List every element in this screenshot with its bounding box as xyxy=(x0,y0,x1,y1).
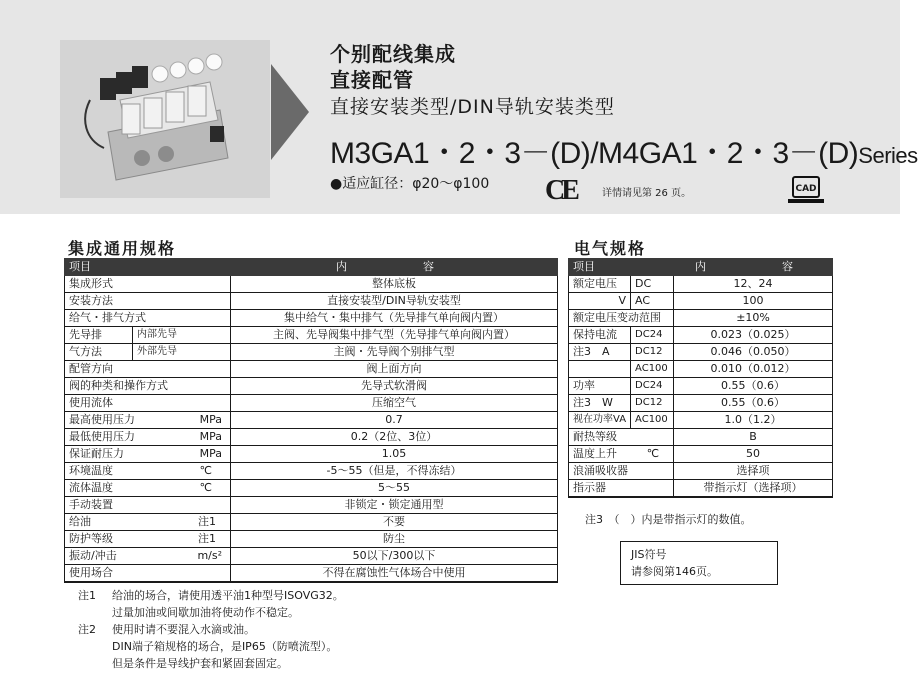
series-models: M3GA1・2・3－(D)/M4GA1・2・3－(D) xyxy=(330,137,859,170)
note-2-cont: 但是条件是导线护套和紧固套固定。 xyxy=(112,657,288,670)
row-value: 选择项 xyxy=(674,463,833,480)
row-item-label: 温度上升 xyxy=(573,447,617,460)
table-row xyxy=(569,276,833,293)
table-row xyxy=(65,480,558,497)
row-item: 使用流体 xyxy=(65,395,231,412)
row-item xyxy=(569,361,631,378)
row-value: 50 xyxy=(674,446,833,463)
row-item: 配管方向 xyxy=(65,361,231,378)
jis-title: JIS符号 xyxy=(631,548,667,561)
row-sub: DC24 xyxy=(631,327,674,344)
row-unit: MPa xyxy=(199,430,222,443)
row-item: 阀的种类和操作方式 xyxy=(65,378,231,395)
table-row xyxy=(569,463,833,480)
arrow-pointer xyxy=(271,64,309,160)
row-item xyxy=(65,446,231,463)
row-unit: ℃ xyxy=(199,464,212,477)
row-value: 带指示灯（选择项） xyxy=(674,480,833,498)
row-sub: AC100 xyxy=(631,412,674,429)
cad-icon-base xyxy=(788,199,824,203)
note-2 xyxy=(78,621,344,638)
row-item: 额定电压 xyxy=(569,276,631,293)
row-sub: DC12 xyxy=(631,344,674,361)
row-value: 直接安装型/DIN导轨安装型 xyxy=(231,293,558,310)
row-value: 阀上面方向 xyxy=(231,361,558,378)
table-row xyxy=(569,412,833,429)
table-row xyxy=(65,344,558,361)
note-2-cont: DIN端子箱规格的场合，是IP65（防喷流型）。 xyxy=(112,640,338,653)
row-unit: m/s² xyxy=(197,549,222,562)
jis-symbol-box xyxy=(620,541,778,585)
row-value: 0.023（0.025） xyxy=(674,327,833,344)
row-item: 注3 A xyxy=(569,344,631,361)
note-2-text: 使用时请不要混入水滴或油。 xyxy=(112,623,255,636)
row-item: 安装方法 xyxy=(65,293,231,310)
table-row xyxy=(65,531,558,548)
row-note-ref: 注1 xyxy=(198,532,216,545)
row-item-label: 环境温度 xyxy=(69,464,113,477)
bore-size: ●适应缸径：φ20～φ100 xyxy=(330,176,490,192)
row-value: 0.2（2位、3位） xyxy=(231,429,558,446)
row-value: 100 xyxy=(674,293,833,310)
row-item: 视在功率VA xyxy=(569,412,631,429)
row-unit: MPa xyxy=(199,447,222,460)
row-value: 整体底板 xyxy=(231,276,558,293)
row-item: 保持电流 xyxy=(569,327,631,344)
row-sub: 内部先导 xyxy=(133,327,231,344)
row-item-label: 保证耐压力 xyxy=(69,447,124,460)
general-spec-title: 集成通用规格 xyxy=(68,239,177,258)
row-item: 气方法 xyxy=(65,344,133,361)
note-1 xyxy=(78,587,344,604)
series-suffix: Series xyxy=(858,143,918,168)
title-line-1: 个别配线集成 xyxy=(330,42,456,66)
table-row xyxy=(569,327,833,344)
row-value: 不要 xyxy=(231,514,558,531)
header-content: 内 容 xyxy=(231,259,558,276)
row-value: 0.046（0.050） xyxy=(674,344,833,361)
table-row xyxy=(65,514,558,531)
row-item xyxy=(65,531,231,548)
row-value: 5～55 xyxy=(231,480,558,497)
row-item-label: 防护等级 xyxy=(69,532,113,545)
row-sub: DC24 xyxy=(631,378,674,395)
valve-manifold-image xyxy=(60,40,270,198)
footnotes xyxy=(78,587,344,672)
ce-mark-icon: CE xyxy=(545,175,576,206)
row-value: 非锁定・锁定通用型 xyxy=(231,497,558,514)
note-2-label: 注2 xyxy=(78,623,96,636)
row-item: 功率 xyxy=(569,378,631,395)
table-row xyxy=(65,327,558,344)
row-value: 先导式软滑阀 xyxy=(231,378,558,395)
table-row xyxy=(569,395,833,412)
row-value: 50以下/300以下 xyxy=(231,548,558,565)
header-item: 项目 xyxy=(569,259,674,276)
series-name xyxy=(330,128,918,172)
row-value: ±10% xyxy=(674,310,833,327)
row-sub: 外部先导 xyxy=(133,344,231,361)
electric-spec-title: 电气规格 xyxy=(574,239,647,258)
row-unit: ℃ xyxy=(646,447,660,460)
row-item xyxy=(65,412,231,429)
row-item xyxy=(65,548,231,565)
table-header-row xyxy=(65,259,558,276)
row-item-label: 最高使用压力 xyxy=(69,413,135,426)
row-value: 不得在腐蚀性气体场合中使用 xyxy=(231,565,558,583)
table-header-row xyxy=(569,259,833,276)
table-row xyxy=(569,310,833,327)
row-item: 浪涌吸收器 xyxy=(569,463,674,480)
table-row xyxy=(65,565,558,583)
table-row xyxy=(569,344,833,361)
row-value: 1.0（1.2） xyxy=(674,412,833,429)
cad-icon: CAD xyxy=(792,176,820,198)
general-spec-table xyxy=(64,258,558,583)
row-value: 0.55（0.6） xyxy=(674,395,833,412)
row-item-label: 给油 xyxy=(69,515,91,528)
row-item-label: 振动/冲击 xyxy=(69,549,117,562)
row-item: 手动装置 xyxy=(65,497,231,514)
note-1-text: 给油的场合，请使用透平油1种型号ISOVG32。 xyxy=(112,589,344,602)
row-item: 额定电压变动范围 xyxy=(569,310,674,327)
detail-reference: 详情请见第 26 页。 xyxy=(602,188,692,199)
row-item xyxy=(65,514,231,531)
table-row xyxy=(65,395,558,412)
row-value: 0.010（0.012） xyxy=(674,361,833,378)
row-item xyxy=(569,446,674,463)
table-row xyxy=(569,378,833,395)
row-value: B xyxy=(674,429,833,446)
table-row xyxy=(569,293,833,310)
title-line-2: 直接配管 xyxy=(330,68,414,92)
row-value: 1.05 xyxy=(231,446,558,463)
row-item: 注3 W xyxy=(569,395,631,412)
row-item: 先导排 xyxy=(65,327,133,344)
title-line-3: 直接安装类型/DIN导轨安装类型 xyxy=(330,96,615,118)
row-note-ref: 注1 xyxy=(198,515,216,528)
row-value: 防尘 xyxy=(231,531,558,548)
row-item: 指示器 xyxy=(569,480,674,498)
table-row xyxy=(569,480,833,498)
table-row xyxy=(65,497,558,514)
header-content: 内 容 xyxy=(674,259,833,276)
table-row xyxy=(65,412,558,429)
row-value: 12、24 xyxy=(674,276,833,293)
table-row xyxy=(65,429,558,446)
row-value: 集中给气・集中排气（先导排气单向阀内置） xyxy=(231,310,558,327)
row-item: V xyxy=(569,293,631,310)
row-sub: DC12 xyxy=(631,395,674,412)
note-1-cont: 过量加油或间歇加油将使动作不稳定。 xyxy=(112,606,299,619)
electric-spec-table xyxy=(568,258,833,498)
table-row xyxy=(569,429,833,446)
row-sub: AC100 xyxy=(631,361,674,378)
row-value: 0.7 xyxy=(231,412,558,429)
row-unit: MPa xyxy=(199,413,222,426)
row-item-label: 流体温度 xyxy=(69,481,113,494)
table-row xyxy=(65,463,558,480)
row-item: 集成形式 xyxy=(65,276,231,293)
table-row xyxy=(65,293,558,310)
table-row xyxy=(65,361,558,378)
row-sub: AC xyxy=(631,293,674,310)
note-1-label: 注1 xyxy=(78,589,96,602)
note-3: 注3 （ ）内是带指示灯的数值。 xyxy=(585,513,752,526)
row-item xyxy=(65,463,231,480)
row-item xyxy=(65,480,231,497)
row-item: 使用场合 xyxy=(65,565,231,583)
row-unit: ℃ xyxy=(199,481,212,494)
table-row xyxy=(65,276,558,293)
table-row xyxy=(65,378,558,395)
row-value: 压缩空气 xyxy=(231,395,558,412)
row-value: 0.55（0.6） xyxy=(674,378,833,395)
row-item: 耐热等级 xyxy=(569,429,674,446)
table-row xyxy=(569,361,833,378)
table-row xyxy=(65,446,558,463)
header-item: 项目 xyxy=(65,259,231,276)
row-item xyxy=(65,429,231,446)
row-value: -5～55（但是，不得冻结） xyxy=(231,463,558,480)
row-item-label: 最低使用压力 xyxy=(69,430,135,443)
product-photo xyxy=(60,40,270,198)
table-row xyxy=(65,310,558,327)
row-item: 给气・排气方式 xyxy=(65,310,231,327)
table-row xyxy=(65,548,558,565)
jis-reference: 请参阅第146页。 xyxy=(631,565,718,578)
table-row xyxy=(569,446,833,463)
row-value: 主阀、先导阀集中排气型（先导排气单向阀内置） xyxy=(231,327,558,344)
row-value: 主阀・先导阀个别排气型 xyxy=(231,344,558,361)
row-sub: DC xyxy=(631,276,674,293)
